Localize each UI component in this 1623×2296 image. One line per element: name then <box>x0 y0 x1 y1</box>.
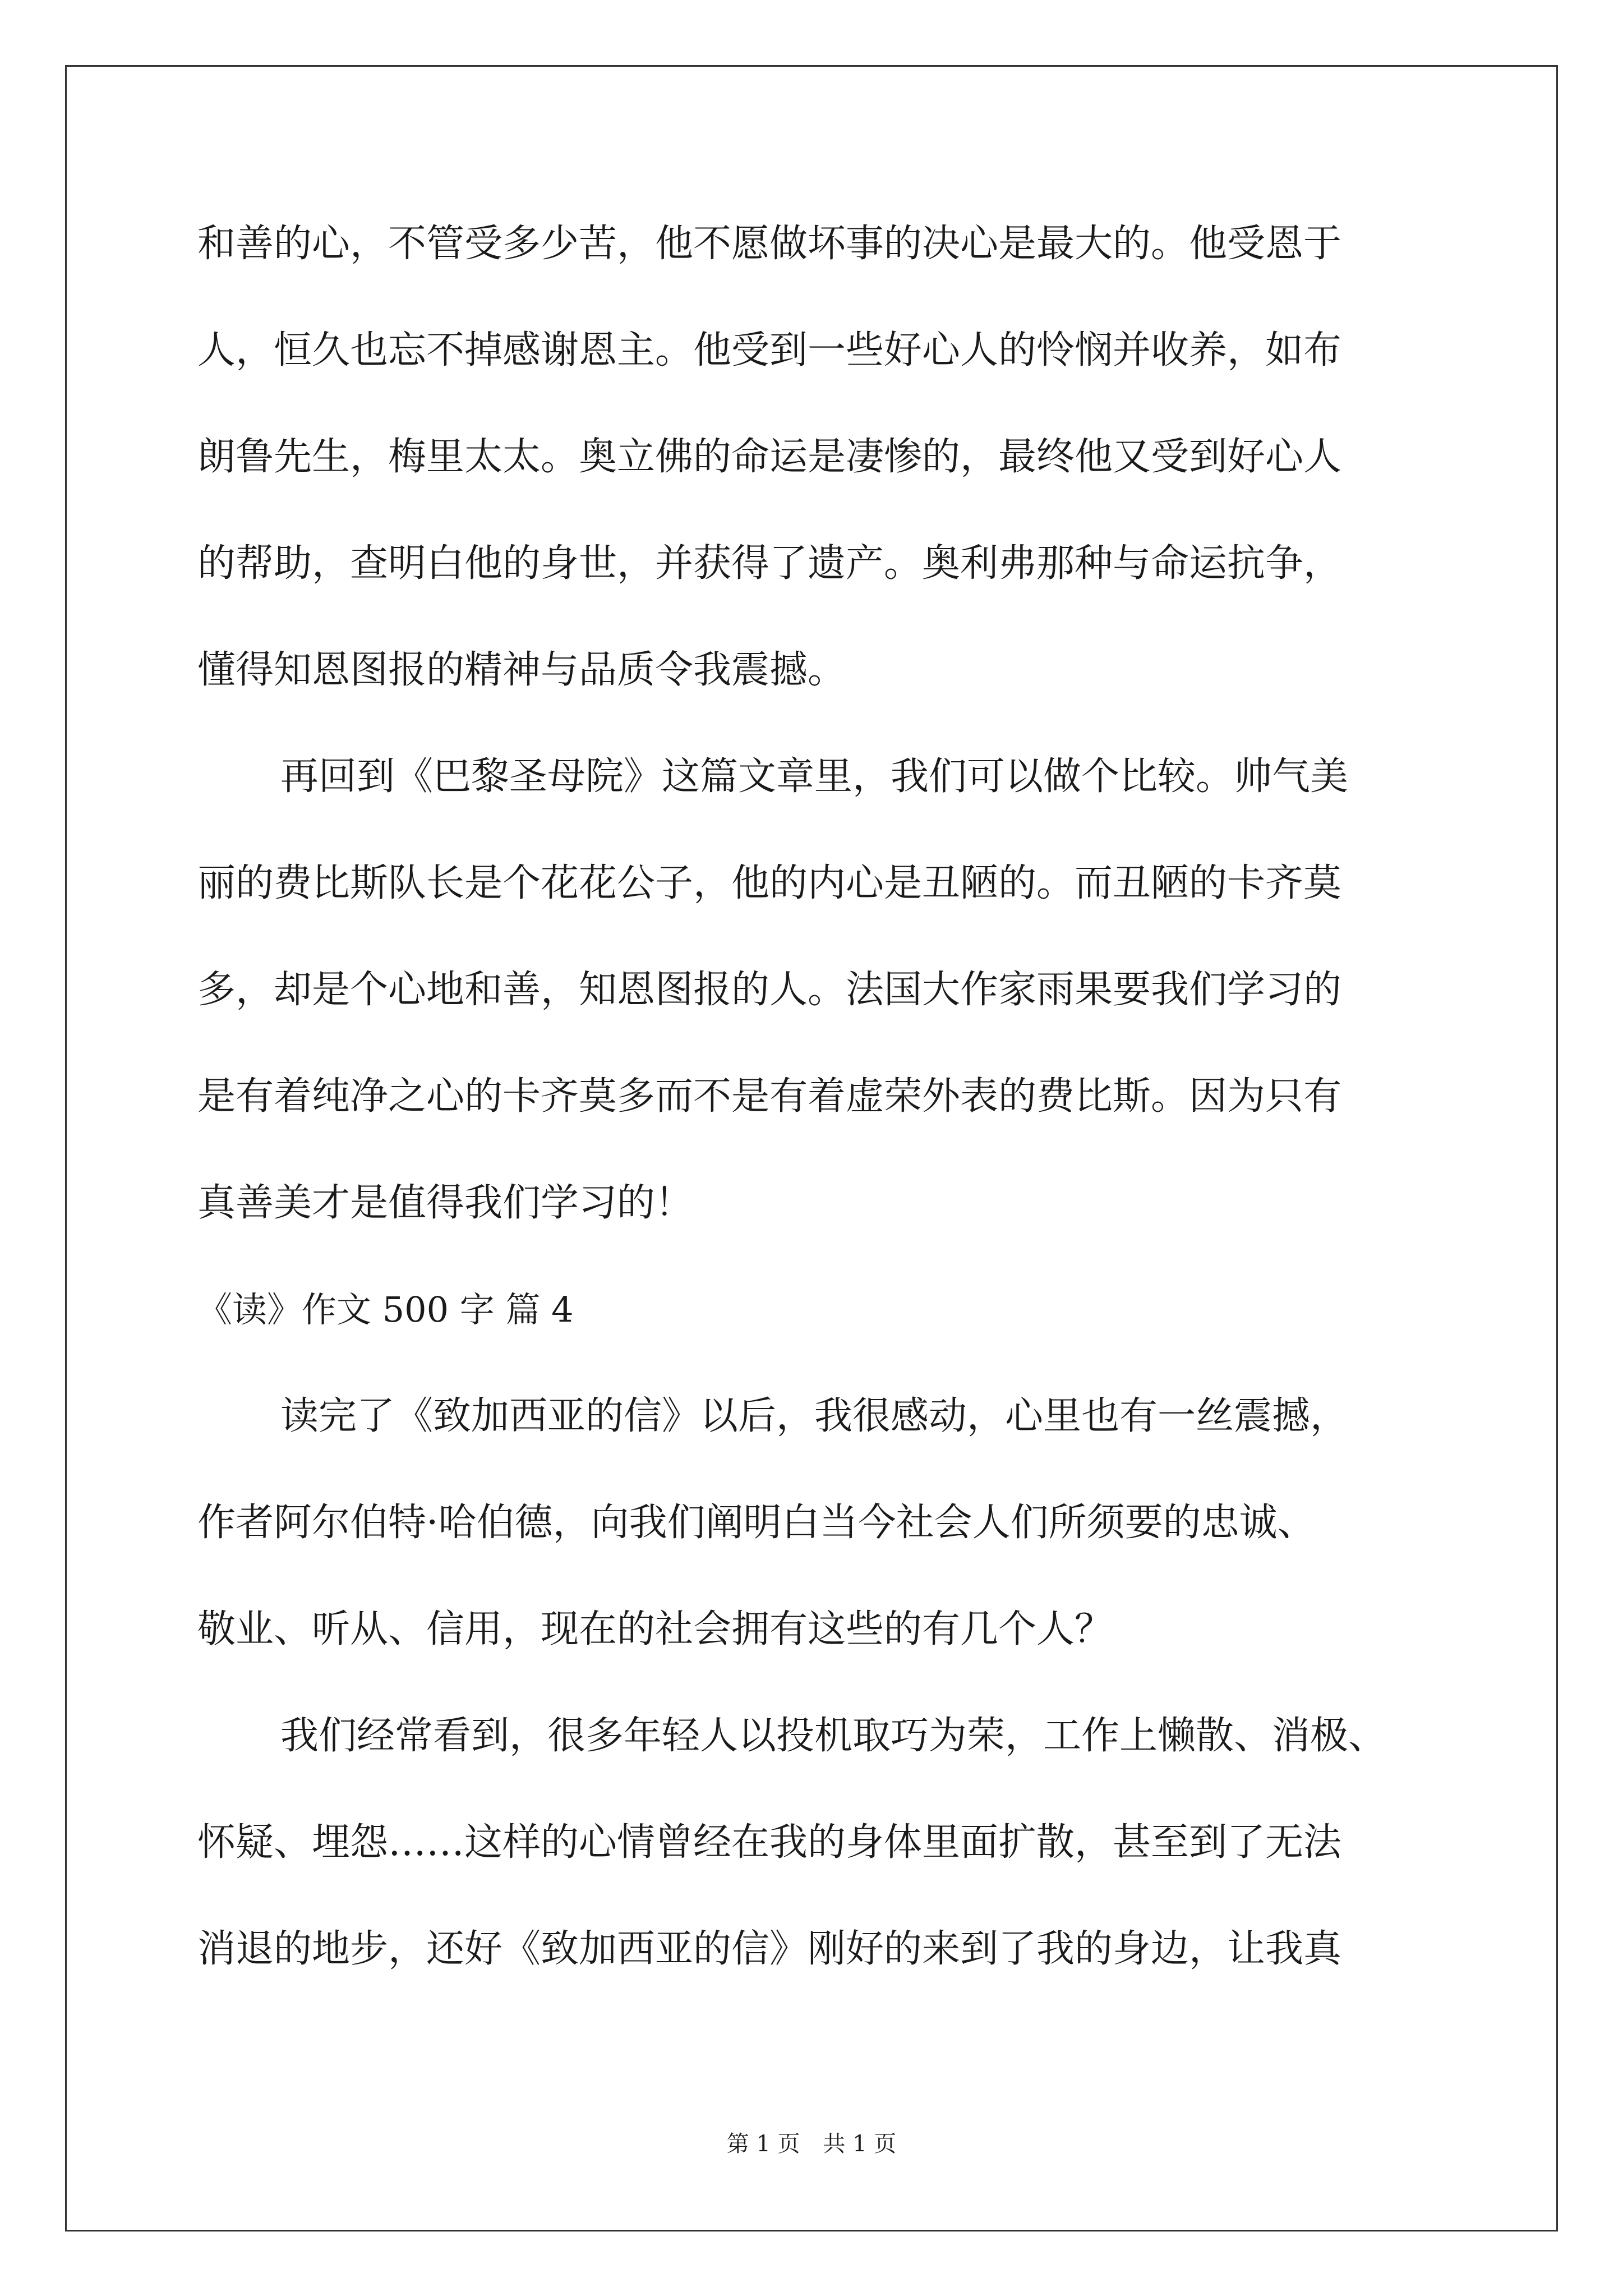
text-line: 多，却是个心地和善，知恩图报的人。法国大作家雨果要我们学习的 <box>197 968 1342 1012</box>
page-footer <box>0 2126 1623 2158</box>
paragraph-start-line: 我们经常看到，很多年轻人以投机取巧为荣，工作上懒散、消极、 <box>280 1714 1387 1758</box>
text-line: 和善的心，不管受多少苦，他不愿做坏事的决心是最大的。他受恩于 <box>197 222 1342 266</box>
text-line: 怀疑、埋怨……这样的心情曾经在我的身体里面扩散，甚至到了无法 <box>197 1820 1342 1865</box>
document-body <box>197 213 1465 2025</box>
paragraph-start-line: 读完了《致加西亚的信》以后，我很感动，心里也有一丝震撼， <box>280 1394 1349 1438</box>
section-heading: 《读》作文 500 字 篇 4 <box>197 1289 574 1330</box>
page-total: 共 1 页 <box>823 2131 897 2157</box>
text-line: 是有着纯净之心的卡齐莫多而不是有着虚荣外表的费比斯。因为只有 <box>197 1074 1342 1119</box>
text-line: 朗鲁先生，梅里太太。奥立佛的命运是凄惨的，最终他又受到好心人 <box>197 435 1342 479</box>
text-line: 人，恒久也忘不掉感谢恩主。他受到一些好心人的怜悯并收养，如布 <box>197 328 1342 372</box>
text-line: 丽的费比斯队长是个花花公子，他的内心是丑陋的。而丑陋的卡齐莫 <box>197 861 1342 905</box>
text-line: 消退的地步，还好《致加西亚的信》刚好的来到了我的身边，让我真 <box>197 1927 1342 1971</box>
text-line: 作者阿尔伯特·哈伯德，向我们阐明白当今社会人们所须要的忠诚、 <box>197 1501 1316 1545</box>
text-line: 敬业、听从、信用，现在的社会拥有这些的有几个人？ <box>197 1607 1113 1651</box>
paragraph-start-line: 再回到《巴黎圣母院》这篇文章里，我们可以做个比较。帅气美 <box>280 754 1349 799</box>
text-line: 真善美才是值得我们学习的！ <box>197 1181 694 1225</box>
text-line: 懂得知恩图报的精神与品质令我震撼。 <box>197 648 846 692</box>
text-line: 的帮助，查明白他的身世，并获得了遗产。奥利弗那种与命运抗争， <box>197 541 1342 586</box>
page-number: 第 1 页 <box>726 2131 800 2157</box>
